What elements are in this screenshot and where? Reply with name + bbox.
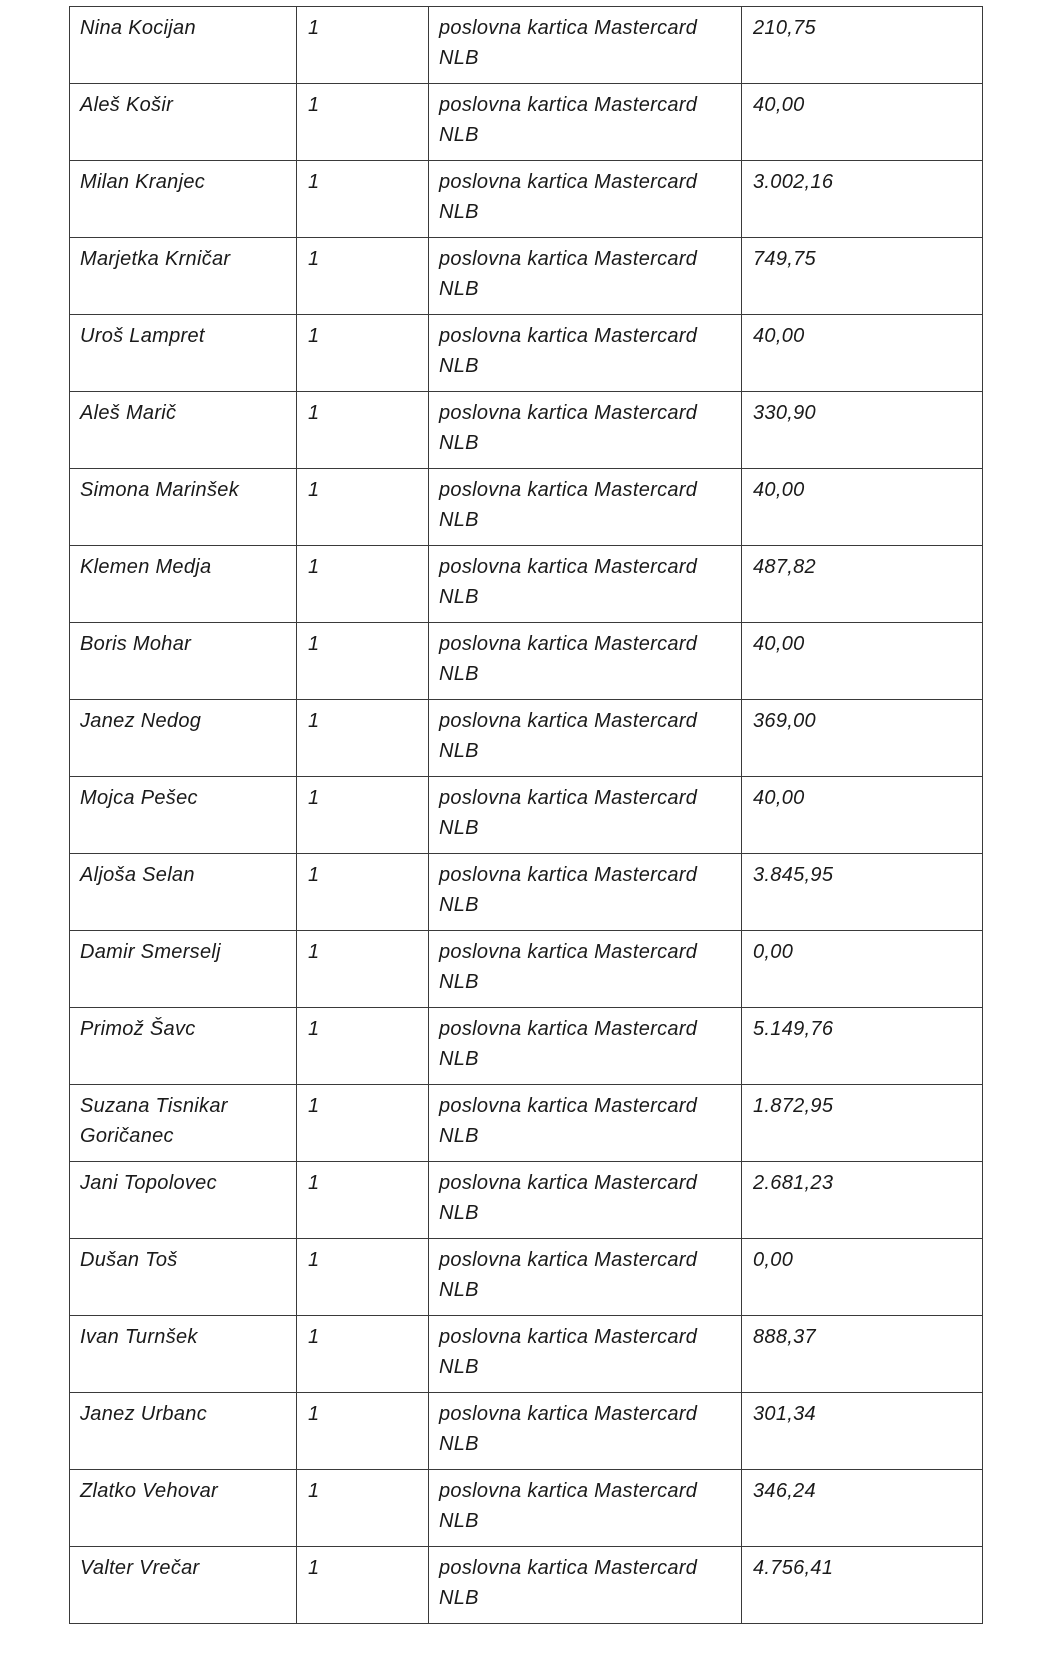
holder-name-cell: Simona Marinšek bbox=[70, 469, 297, 546]
amount-cell: 487,82 bbox=[742, 546, 983, 623]
card-count-cell: 1 bbox=[297, 1008, 429, 1085]
holder-name-cell: Uroš Lampret bbox=[70, 315, 297, 392]
table-row bbox=[70, 7, 983, 84]
table-row bbox=[70, 161, 983, 238]
card-count-cell: 1 bbox=[297, 469, 429, 546]
card-holders-table bbox=[69, 6, 983, 1624]
holder-name-cell: Nina Kocijan bbox=[70, 7, 297, 84]
amount-cell: 40,00 bbox=[742, 84, 983, 161]
holder-name-cell: Mojca Pešec bbox=[70, 777, 297, 854]
holder-name-cell: Dušan Toš bbox=[70, 1239, 297, 1316]
table-row bbox=[70, 1393, 983, 1470]
table-row bbox=[70, 469, 983, 546]
holder-name-cell: Milan Kranjec bbox=[70, 161, 297, 238]
card-count-cell: 1 bbox=[297, 1085, 429, 1162]
holder-name-cell: Janez Nedog bbox=[70, 700, 297, 777]
card-count-cell: 1 bbox=[297, 1316, 429, 1393]
card-type-cell: poslovna kartica Mastercard NLB bbox=[429, 1393, 742, 1470]
card-type-cell: poslovna kartica Mastercard NLB bbox=[429, 238, 742, 315]
card-type-cell: poslovna kartica Mastercard NLB bbox=[429, 1547, 742, 1624]
table-row bbox=[70, 392, 983, 469]
card-count-cell: 1 bbox=[297, 1239, 429, 1316]
card-count-cell: 1 bbox=[297, 84, 429, 161]
card-type-cell: poslovna kartica Mastercard NLB bbox=[429, 1316, 742, 1393]
card-type-cell: poslovna kartica Mastercard NLB bbox=[429, 1162, 742, 1239]
card-count-cell: 1 bbox=[297, 315, 429, 392]
table-row bbox=[70, 238, 983, 315]
card-type-cell: poslovna kartica Mastercard NLB bbox=[429, 931, 742, 1008]
card-type-cell: poslovna kartica Mastercard NLB bbox=[429, 546, 742, 623]
amount-cell: 2.681,23 bbox=[742, 1162, 983, 1239]
amount-cell: 369,00 bbox=[742, 700, 983, 777]
amount-cell: 888,37 bbox=[742, 1316, 983, 1393]
holder-name-cell: Valter Vrečar bbox=[70, 1547, 297, 1624]
card-count-cell: 1 bbox=[297, 161, 429, 238]
card-count-cell: 1 bbox=[297, 854, 429, 931]
card-count-cell: 1 bbox=[297, 1547, 429, 1624]
table-row bbox=[70, 546, 983, 623]
table-row bbox=[70, 315, 983, 392]
card-type-cell: poslovna kartica Mastercard NLB bbox=[429, 315, 742, 392]
card-type-cell: poslovna kartica Mastercard NLB bbox=[429, 84, 742, 161]
table-row bbox=[70, 1239, 983, 1316]
holder-name-cell: Boris Mohar bbox=[70, 623, 297, 700]
card-type-cell: poslovna kartica Mastercard NLB bbox=[429, 623, 742, 700]
holder-name-cell: Primož Šavc bbox=[70, 1008, 297, 1085]
amount-cell: 40,00 bbox=[742, 777, 983, 854]
card-type-cell: poslovna kartica Mastercard NLB bbox=[429, 1008, 742, 1085]
amount-cell: 346,24 bbox=[742, 1470, 983, 1547]
amount-cell: 330,90 bbox=[742, 392, 983, 469]
table-row bbox=[70, 931, 983, 1008]
card-count-cell: 1 bbox=[297, 700, 429, 777]
card-count-cell: 1 bbox=[297, 1393, 429, 1470]
card-count-cell: 1 bbox=[297, 777, 429, 854]
card-count-cell: 1 bbox=[297, 931, 429, 1008]
table-row bbox=[70, 84, 983, 161]
amount-cell: 0,00 bbox=[742, 1239, 983, 1316]
holder-name-cell: Janez Urbanc bbox=[70, 1393, 297, 1470]
amount-cell: 4.756,41 bbox=[742, 1547, 983, 1624]
card-type-cell: poslovna kartica Mastercard NLB bbox=[429, 1470, 742, 1547]
holder-name-cell: Zlatko Vehovar bbox=[70, 1470, 297, 1547]
card-type-cell: poslovna kartica Mastercard NLB bbox=[429, 854, 742, 931]
amount-cell: 210,75 bbox=[742, 7, 983, 84]
card-type-cell: poslovna kartica Mastercard NLB bbox=[429, 7, 742, 84]
card-type-cell: poslovna kartica Mastercard NLB bbox=[429, 1239, 742, 1316]
card-type-cell: poslovna kartica Mastercard NLB bbox=[429, 1085, 742, 1162]
table-row bbox=[70, 1008, 983, 1085]
table-row bbox=[70, 1316, 983, 1393]
table-row bbox=[70, 700, 983, 777]
card-count-cell: 1 bbox=[297, 392, 429, 469]
card-type-cell: poslovna kartica Mastercard NLB bbox=[429, 700, 742, 777]
table-row bbox=[70, 623, 983, 700]
table-row bbox=[70, 1470, 983, 1547]
card-count-cell: 1 bbox=[297, 1470, 429, 1547]
holder-name-cell: Jani Topolovec bbox=[70, 1162, 297, 1239]
holder-name-cell: Aleš Marič bbox=[70, 392, 297, 469]
table-row bbox=[70, 777, 983, 854]
card-type-cell: poslovna kartica Mastercard NLB bbox=[429, 392, 742, 469]
amount-cell: 301,34 bbox=[742, 1393, 983, 1470]
amount-cell: 3.002,16 bbox=[742, 161, 983, 238]
amount-cell: 40,00 bbox=[742, 469, 983, 546]
card-count-cell: 1 bbox=[297, 623, 429, 700]
holder-name-cell: Aljoša Selan bbox=[70, 854, 297, 931]
card-type-cell: poslovna kartica Mastercard NLB bbox=[429, 161, 742, 238]
card-count-cell: 1 bbox=[297, 546, 429, 623]
holder-name-cell: Damir Smerselj bbox=[70, 931, 297, 1008]
holder-name-cell: Aleš Košir bbox=[70, 84, 297, 161]
holder-name-cell: Klemen Medja bbox=[70, 546, 297, 623]
card-type-cell: poslovna kartica Mastercard NLB bbox=[429, 469, 742, 546]
card-count-cell: 1 bbox=[297, 1162, 429, 1239]
amount-cell: 0,00 bbox=[742, 931, 983, 1008]
amount-cell: 1.872,95 bbox=[742, 1085, 983, 1162]
holder-name-cell: Suzana Tisnikar Goričanec bbox=[70, 1085, 297, 1162]
holder-name-cell: Marjetka Krničar bbox=[70, 238, 297, 315]
amount-cell: 40,00 bbox=[742, 315, 983, 392]
amount-cell: 5.149,76 bbox=[742, 1008, 983, 1085]
table-row bbox=[70, 1547, 983, 1624]
table-row bbox=[70, 854, 983, 931]
table-row bbox=[70, 1085, 983, 1162]
table-body bbox=[70, 7, 983, 1624]
amount-cell: 40,00 bbox=[742, 623, 983, 700]
card-count-cell: 1 bbox=[297, 238, 429, 315]
card-type-cell: poslovna kartica Mastercard NLB bbox=[429, 777, 742, 854]
holder-name-cell: Ivan Turnšek bbox=[70, 1316, 297, 1393]
amount-cell: 3.845,95 bbox=[742, 854, 983, 931]
amount-cell: 749,75 bbox=[742, 238, 983, 315]
card-count-cell: 1 bbox=[297, 7, 429, 84]
table-row bbox=[70, 1162, 983, 1239]
